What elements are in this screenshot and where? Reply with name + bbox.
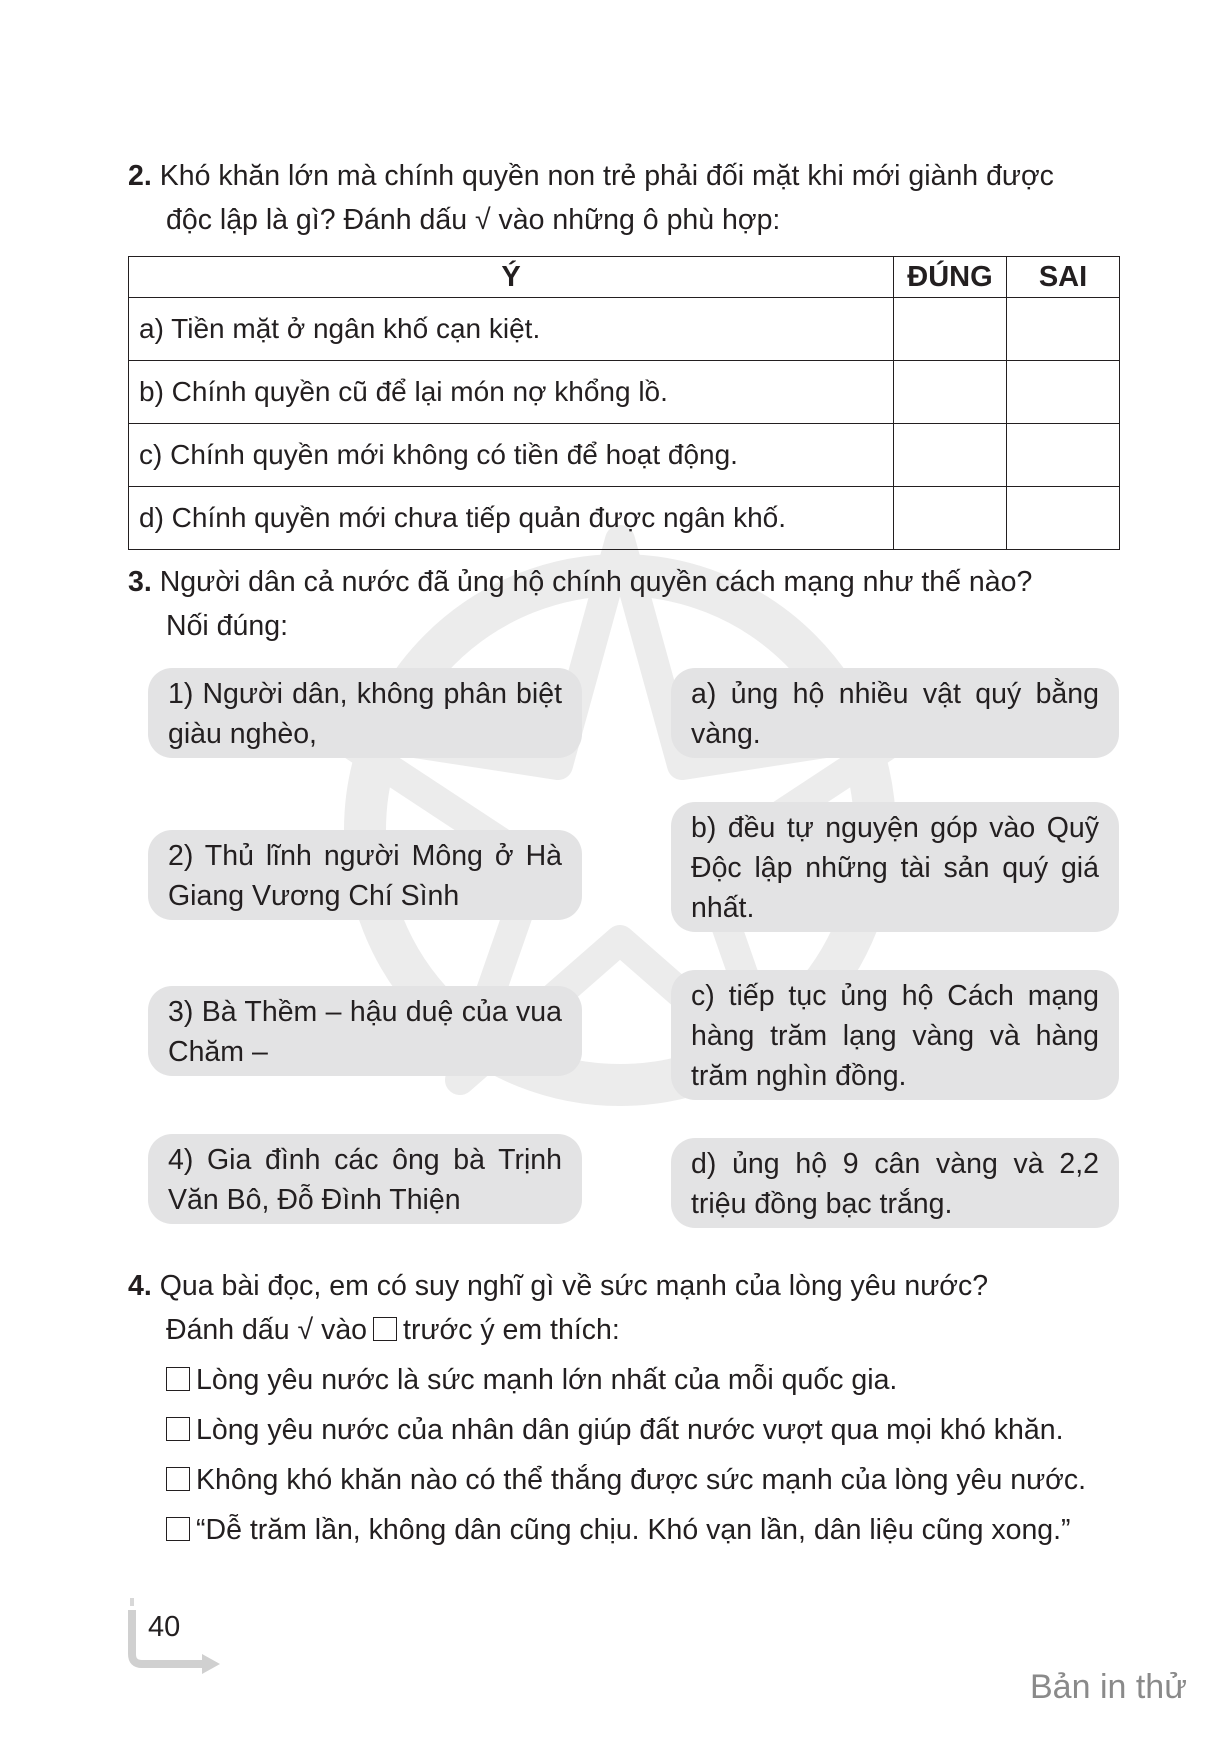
row-statement: a) Tiền mặt ở ngân khố cạn kiệt.	[129, 298, 894, 361]
option-checkbox[interactable]	[166, 1417, 190, 1441]
table-header-row	[129, 257, 1120, 298]
question-number: 2.	[128, 160, 152, 192]
row-statement: d) Chính quyền mới chưa tiếp quản được ngân khố.	[129, 487, 894, 550]
match-right-item-a[interactable]: a) ủng hộ nhiều vật quý bằng vàng.	[671, 668, 1119, 758]
question-2	[128, 154, 1118, 242]
page-number: 40	[148, 1611, 181, 1643]
table-row	[129, 487, 1120, 550]
match-right-item-c[interactable]: c) tiếp tục ủng hộ Cách mạng hàng trăm lạng vàng và hàng trăm nghìn đồng.	[671, 970, 1119, 1100]
match-left-item-2[interactable]: 2) Thủ lĩnh người Mông ở Hà Giang Vương Chí Sình	[148, 830, 582, 920]
option-checkbox[interactable]	[166, 1367, 190, 1391]
instruction-part2: trước ý em thích:	[403, 1314, 620, 1346]
question-text-line1: Khó khăn lớn mà chính quyền non trẻ phải đối mặt khi mới giành được	[159, 160, 1054, 192]
question-text-line2: độc lập là gì? Đánh dấu √ vào những ô phù hợp:	[166, 204, 781, 236]
true-checkbox-cell[interactable]	[894, 424, 1007, 487]
column-header-true: ĐÚNG	[894, 257, 1007, 298]
column-header-idea: Ý	[129, 257, 894, 298]
option-checkbox[interactable]	[166, 1467, 190, 1491]
question-3	[128, 560, 1118, 648]
table-row	[129, 424, 1120, 487]
option-label: Lòng yêu nước của nhân dân giúp đất nước vượt qua mọi khó khăn.	[196, 1414, 1064, 1446]
question-number: 4.	[128, 1270, 152, 1302]
column-header-false: SAI	[1007, 257, 1120, 298]
match-left-item-1[interactable]: 1) Người dân, không phân biệt giàu nghèo,	[148, 668, 582, 758]
true-checkbox-cell[interactable]	[894, 361, 1007, 424]
option-label: “Dễ trăm lần, không dân cũng chịu. Khó vạn lần, dân liệu cũng xong.”	[196, 1514, 1071, 1546]
option-checkbox[interactable]	[166, 1517, 190, 1541]
true-checkbox-cell[interactable]	[894, 487, 1007, 550]
option-item	[166, 1460, 1086, 1500]
checkbox-sample-icon	[373, 1317, 397, 1341]
false-checkbox-cell[interactable]	[1007, 487, 1120, 550]
table-row	[129, 361, 1120, 424]
row-statement: c) Chính quyền mới không có tiền để hoạt động.	[129, 424, 894, 487]
match-left-item-3[interactable]: 3) Bà Thềm – hậu duệ của vua Chăm –	[148, 986, 582, 1076]
match-right-item-d[interactable]: d) ủng hộ 9 cân vàng và 2,2 triệu đồng bạc trắng.	[671, 1138, 1119, 1228]
option-item	[166, 1410, 1064, 1450]
match-left-item-4[interactable]: 4) Gia đình các ông bà Trịnh Văn Bô, Đỗ Đình Thiện	[148, 1134, 582, 1224]
question-text-line2: Nối đúng:	[166, 610, 289, 642]
false-checkbox-cell[interactable]	[1007, 298, 1120, 361]
draft-label: Bản in thử	[1030, 1668, 1187, 1706]
question-text-line2	[128, 1308, 1118, 1352]
option-label: Lòng yêu nước là sức mạnh lớn nhất của mỗi quốc gia.	[196, 1364, 898, 1396]
table-row	[129, 298, 1120, 361]
row-statement: b) Chính quyền cũ để lại món nợ khổng lồ.	[129, 361, 894, 424]
answer-table	[128, 256, 1120, 550]
false-checkbox-cell[interactable]	[1007, 361, 1120, 424]
question-text-line1: Người dân cả nước đã ủng hộ chính quyền cách mạng như thế nào?	[159, 566, 1033, 598]
match-right-item-b[interactable]: b) đều tự nguyện góp vào Quỹ Độc lập những tài sản quý giá nhất.	[671, 802, 1119, 932]
true-checkbox-cell[interactable]	[894, 298, 1007, 361]
option-item	[166, 1510, 1071, 1550]
option-label: Không khó khăn nào có thể thắng được sức mạnh của lòng yêu nước.	[196, 1464, 1086, 1496]
false-checkbox-cell[interactable]	[1007, 424, 1120, 487]
question-4	[128, 1264, 1118, 1352]
instruction-part1: Đánh dấu √ vào	[166, 1314, 368, 1346]
option-item	[166, 1360, 897, 1400]
question-number: 3.	[128, 566, 152, 598]
question-text-line1: Qua bài đọc, em có suy nghĩ gì về sức mạnh của lòng yêu nước?	[159, 1270, 989, 1302]
